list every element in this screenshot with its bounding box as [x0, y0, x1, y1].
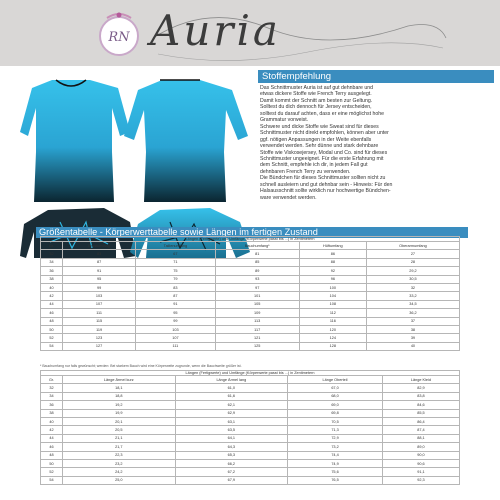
column-header: Bauchumfang* [215, 242, 299, 250]
table-cell: 93 [215, 275, 299, 283]
table-cell: 38 [41, 275, 63, 283]
table-cell: 124 [299, 334, 366, 342]
table-cell: 108 [299, 300, 366, 308]
info-line: Die Bündchen für dieses Schnittmuster sollten nicht zu [260, 175, 386, 182]
info-line: Schnittmuster nicht direkt empfohlen, können aber unter [260, 130, 389, 137]
table-row [41, 417, 460, 425]
table-row [41, 275, 460, 283]
table-cell: 38 [41, 409, 63, 417]
table-cell: 61,0 [175, 384, 288, 392]
table-cell: 63,5 [175, 426, 288, 434]
table-cell: 50 [41, 325, 63, 333]
table-cell: 121 [215, 334, 299, 342]
table-cell: 42 [41, 292, 63, 300]
table-cell: 37 [366, 317, 459, 325]
table-cell: 32 [41, 250, 63, 258]
table-cell: 85,5 [382, 409, 459, 417]
table-cell: 107 [136, 334, 215, 342]
table-cell: 44 [41, 434, 63, 442]
table-cell: 120 [299, 325, 366, 333]
table-cell: 40 [41, 283, 63, 291]
info-line: ggf. nötigen Anpassungen in der Weite ebenfalls [260, 136, 372, 143]
page-header [0, 0, 500, 66]
table-cell: 36,2 [366, 309, 459, 317]
table-cell: 54 [41, 476, 63, 484]
info-line: dem Schnitt, empfehle ich dir, in jedem Fall gut [260, 162, 368, 169]
table-cell: 125 [215, 342, 299, 350]
table-cell: 99 [136, 317, 215, 325]
table-cell: 32 [366, 283, 459, 291]
table-cell: 116 [299, 317, 366, 325]
table-cell: 89,0 [382, 443, 459, 451]
table-cell: 83 [63, 250, 136, 258]
table-caption: Längen (Fertigwerte) und Umfänge (Körperwerte passt bis ...) in Zentimetern [41, 371, 460, 376]
table-cell: 73,2 [288, 443, 383, 451]
info-line: Schwere und dicke Stoffe wie Sweat sind für dieses [260, 123, 379, 130]
table-cell: 74,9 [288, 459, 383, 467]
table-cell: 32 [41, 384, 63, 392]
table-cell: 22,3 [63, 451, 176, 459]
table-cell: 64,1 [175, 434, 288, 442]
table-cell: 52 [41, 468, 63, 476]
info-line: verwendet werden. Sehr dünne und stark dehnbare [260, 143, 379, 150]
table-row [41, 392, 460, 400]
table-cell: 19,9 [63, 409, 176, 417]
column-header: Taillenumfang [136, 242, 215, 250]
finished-lengths-table [40, 370, 460, 485]
table-row [41, 292, 460, 300]
fabric-recommendation-title: Stoffempfehlung [258, 70, 494, 83]
column-header: Brustumfang [63, 242, 136, 250]
dress-front-photo [20, 80, 130, 202]
table-cell: 63,1 [175, 417, 288, 425]
table-cell: 25,0 [63, 476, 176, 484]
info-line: ware verwendet werden. [260, 194, 317, 201]
table-cell: 33,2 [366, 292, 459, 300]
table-cell: 30,5 [366, 275, 459, 283]
table-cell: 84,6 [382, 401, 459, 409]
table-cell: 40 [366, 342, 459, 350]
dress-back-photo [124, 80, 248, 202]
table-cell: 67,9 [175, 476, 288, 484]
table-cell: 103 [63, 292, 136, 300]
table-cell: 87,4 [382, 426, 459, 434]
table-cell: 39 [366, 334, 459, 342]
table-cell: 82,9 [382, 384, 459, 392]
table-cell: 99 [63, 283, 136, 291]
table-cell: 111 [136, 342, 215, 350]
table-cell: 34,5 [366, 300, 459, 308]
table-row [41, 443, 460, 451]
column-header: Länge Kleid [382, 376, 459, 384]
table-cell: 90,6 [382, 459, 459, 467]
table-cell: 46 [41, 443, 63, 451]
table-cell: 74,4 [288, 451, 383, 459]
table-row [41, 434, 460, 442]
table-cell: 48 [41, 317, 63, 325]
table-cell: 67,2 [175, 468, 288, 476]
table-cell: 111 [63, 309, 136, 317]
column-header: Gr. [41, 242, 63, 250]
table-cell: 64,3 [175, 443, 288, 451]
column-header: Länge Ärmel lang [175, 376, 288, 384]
table-cell: 75,6 [288, 468, 383, 476]
table-cell: 27 [366, 250, 459, 258]
info-line: Schnittmuster ungeeignet. Für die erste Erfahrung mit [260, 155, 384, 162]
column-header: Gr. [41, 376, 63, 384]
table-cell: 88 [299, 258, 366, 266]
table-cell: 128 [299, 342, 366, 350]
table-cell: 92,3 [382, 476, 459, 484]
table-cell: 34 [41, 392, 63, 400]
info-line: dehnbaren French Terry zu verwenden. [260, 168, 351, 175]
table-row [41, 317, 460, 325]
table-row [41, 300, 460, 308]
table-header-row [41, 376, 460, 384]
table-row [41, 426, 460, 434]
table-cell: 19,2 [63, 401, 176, 409]
table-cell: 46 [41, 309, 63, 317]
table-row [41, 409, 460, 417]
table-cell: 119 [63, 325, 136, 333]
table-cell: 20,1 [63, 417, 176, 425]
info-line: Halsausschnitt sollte wirklich nur hochwertige Bündchen- [260, 188, 391, 195]
table-cell: 28 [366, 258, 459, 266]
table-cell: 24,2 [63, 468, 176, 476]
table-row [41, 250, 460, 258]
table-row [41, 334, 460, 342]
table-cell: 21,7 [63, 443, 176, 451]
table-cell: 54 [41, 342, 63, 350]
table-cell: 34 [41, 258, 63, 266]
table-cell: 115 [63, 317, 136, 325]
table-cell: 36 [41, 401, 63, 409]
table-cell: 95 [136, 309, 215, 317]
table-cell: 69,0 [288, 401, 383, 409]
info-line: Grammatur vorweist. [260, 117, 309, 124]
table-cell: 36 [41, 267, 63, 275]
table-row [41, 476, 460, 484]
table-row [41, 283, 460, 291]
table-row [41, 258, 460, 266]
table-cell: 109 [215, 309, 299, 317]
table-caption: Längen (Fertigwerte) und Umfänge (Körperwerte passt bis ...) in Zentimetern [41, 237, 460, 242]
table-cell: 70,5 [288, 417, 383, 425]
table-cell: 112 [299, 309, 366, 317]
table-cell: 85 [215, 258, 299, 266]
table-cell: 66,2 [175, 459, 288, 467]
table-cell: 76,5 [288, 476, 383, 484]
table-row [41, 325, 460, 333]
table-cell: 83,8 [382, 392, 459, 400]
table-cell: 29,2 [366, 267, 459, 275]
table-cell: 86,4 [382, 417, 459, 425]
table-cell: 96 [299, 275, 366, 283]
table-cell: 67,0 [288, 384, 383, 392]
size-table-section-title: Größentabelle - Körperwerttabelle sowie Längen im fertigen Zustand [36, 227, 468, 238]
table-cell: 91 [63, 267, 136, 275]
fabric-recommendation-text [260, 85, 496, 201]
table-cell: 68,0 [288, 392, 383, 400]
body-measurements-table [40, 236, 460, 351]
table-cell: 90,0 [382, 451, 459, 459]
table-cell: 107 [63, 300, 136, 308]
table-cell: 62,1 [175, 401, 288, 409]
column-header: Oberarmumfang [366, 242, 459, 250]
table-cell: 100 [299, 283, 366, 291]
page-title: Auria [150, 6, 281, 55]
logo-monogram: RN [108, 30, 130, 45]
table-cell: 44 [41, 300, 63, 308]
table-cell: 91 [136, 300, 215, 308]
table-cell: 67 [136, 250, 215, 258]
table-cell: 81 [215, 250, 299, 258]
table-cell: 21,1 [63, 434, 176, 442]
table-row [41, 451, 460, 459]
table-row [41, 342, 460, 350]
table-cell: 72,9 [288, 434, 383, 442]
table-cell: 113 [215, 317, 299, 325]
table-cell: 87 [136, 292, 215, 300]
info-line: solltest du darauf achten, dass er eine möglichst hohe [260, 110, 384, 117]
table-cell: 69,8 [288, 409, 383, 417]
column-header: Länge Ärmel kurz [63, 376, 176, 384]
table-row [41, 267, 460, 275]
table-cell: 101 [215, 292, 299, 300]
table-cell: 95 [63, 275, 136, 283]
table-cell: 40 [41, 417, 63, 425]
table-cell: 117 [215, 325, 299, 333]
table-cell: 61,6 [175, 392, 288, 400]
table-cell: 18,8 [63, 392, 176, 400]
table-cell: 87 [63, 258, 136, 266]
info-line: etwas dickere Stoffe wie French Terry ausgelegt. [260, 91, 372, 98]
table-cell: 92 [299, 267, 366, 275]
table-cell: 62,9 [175, 409, 288, 417]
table-cell: 88,1 [382, 434, 459, 442]
table-cell: 52 [41, 334, 63, 342]
table-cell: 42 [41, 426, 63, 434]
table-cell: 20,5 [63, 426, 176, 434]
table-cell: 23,2 [63, 459, 176, 467]
table-row [41, 468, 460, 476]
table-cell: 105 [215, 300, 299, 308]
table-cell: 103 [136, 325, 215, 333]
table-cell: 18,1 [63, 384, 176, 392]
table-cell: 127 [63, 342, 136, 350]
table-cell: 79 [136, 275, 215, 283]
table-cell: 71 [136, 258, 215, 266]
table-row [41, 384, 460, 392]
table-row [41, 459, 460, 467]
table-cell: 89 [215, 267, 299, 275]
table-cell: 65,3 [175, 451, 288, 459]
info-line: Das Schnittmuster Auria ist auf gut dehnbare und [260, 85, 374, 91]
info-line: Solltest du dich dennoch für Jersey entscheiden, [260, 104, 372, 111]
table-cell: 86 [299, 250, 366, 258]
brand-logo [95, 10, 143, 60]
table-cell: 50 [41, 459, 63, 467]
info-line: schnell ausleiern und gut dehnbar sein - Hinweis: Für den [260, 181, 393, 188]
table-row [41, 309, 460, 317]
table-cell: 91,1 [382, 468, 459, 476]
info-line: Damit kommt der Schnitt am besten zur Geltung. [260, 97, 373, 104]
table-cell: 83 [136, 283, 215, 291]
column-header: Hüftumfang [299, 242, 366, 250]
info-line: Stoffe wie Viskosejersey, Modal und Co. sind für dieses [260, 149, 388, 156]
table-row [41, 401, 460, 409]
column-header: Länge Oberteil [288, 376, 383, 384]
table-cell: 75 [136, 267, 215, 275]
table-cell: 48 [41, 451, 63, 459]
table-cell: 123 [63, 334, 136, 342]
table-header-row [41, 242, 460, 250]
table-footnote: * Bauchumfang nur falls gewünscht; werden: Bei starkem Bauch wird eine Körperweite zugrunde, wenn die Bauchweite größer ist. [40, 364, 242, 368]
table-cell: 104 [299, 292, 366, 300]
table-cell: 97 [215, 283, 299, 291]
table-cell: 38 [366, 325, 459, 333]
table-cell: 71,3 [288, 426, 383, 434]
